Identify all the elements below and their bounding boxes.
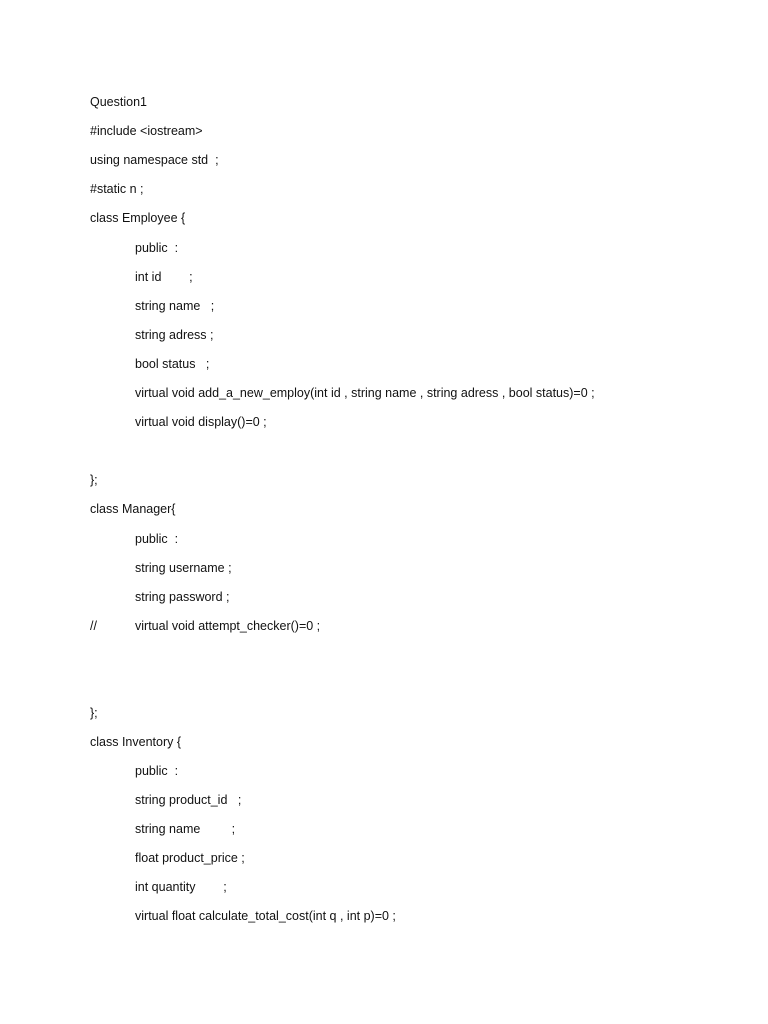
code-line-class-inventory: class Inventory {	[90, 735, 182, 749]
code-line-static: #static n ;	[90, 182, 144, 196]
question-heading: Question1	[90, 95, 147, 109]
code-line-namespace: using namespace std ;	[90, 153, 219, 167]
code-line-employee-id: int id ;	[135, 270, 193, 284]
code-line-manager-username: string username ;	[135, 561, 232, 575]
code-line-inventory-quantity: int quantity ;	[135, 880, 227, 894]
code-line-include: #include <iostream>	[90, 124, 203, 138]
code-line-employee-close: };	[90, 473, 98, 487]
code-line-manager-close: };	[90, 706, 98, 720]
code-line-manager-attempt-checker: virtual void attempt_checker()=0 ;	[135, 619, 321, 633]
code-line-employee-name: string name ;	[135, 299, 215, 313]
code-line-class-manager: class Manager{	[90, 502, 176, 516]
code-line-inventory-public: public :	[135, 764, 179, 778]
code-line-manager-password: string password ;	[135, 590, 230, 604]
code-line-inventory-price: float product_price ;	[135, 851, 245, 865]
code-line-inventory-name: string name ;	[135, 822, 236, 836]
code-line-inventory-product-id: string product_id ;	[135, 793, 242, 807]
comment-marker: //	[90, 619, 97, 633]
code-line-employee-public: public :	[135, 241, 179, 255]
code-line-inventory-total-cost: virtual float calculate_total_cost(int q , int p)=0 ;	[135, 909, 396, 923]
code-line-employee-add-method: virtual void add_a_new_employ(int id , string name , string adress , bool status)=0 ;	[135, 386, 595, 400]
code-line-manager-public: public :	[135, 532, 179, 546]
code-line-employee-display-method: virtual void display()=0 ;	[135, 415, 267, 429]
code-line-employee-status: bool status ;	[135, 357, 210, 371]
code-line-class-employee: class Employee {	[90, 211, 186, 225]
code-line-employee-adress: string adress ;	[135, 328, 214, 342]
